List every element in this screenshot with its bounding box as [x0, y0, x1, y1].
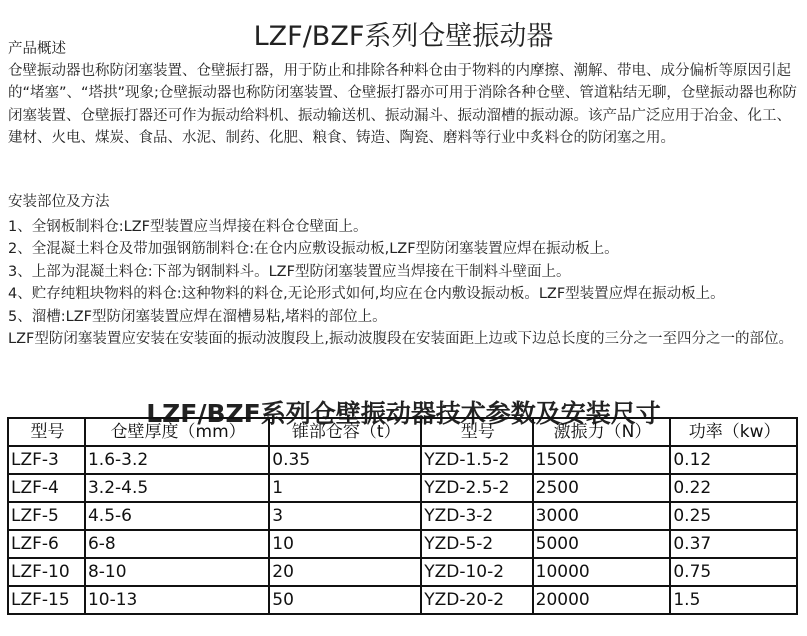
table-row — [8, 558, 797, 586]
page-title: LZF/BZF系列仓壁振动器 — [253, 21, 554, 53]
table-cell: 5000 — [533, 530, 671, 558]
table-cell: LZF-5 — [8, 502, 85, 530]
table-cell: 10 — [269, 530, 421, 558]
table-cell: 50 — [269, 586, 421, 614]
table-cell: YZD-10-2 — [421, 558, 532, 586]
table-cell: LZF-4 — [8, 474, 85, 502]
table-cell: 10000 — [533, 558, 671, 586]
table-cell: 0.12 — [670, 446, 797, 474]
table-cell: 8-10 — [85, 558, 269, 586]
table-cell: 0.35 — [269, 446, 421, 474]
overview-text: 仓壁振动器也称防闭塞装置、仓壁振打器，用于防止和排除各种料仓由于物料的内摩擦、潮解、带电、成分偏析等原因引起的“堵塞”、“塔拱”现象;仓壁振动器也称防闭塞装置、仓壁振打器亦可用于消除各种仓壁、管道粘结无聊，仓壁振动器也称防闭塞装置、仓壁振打器还可作为振动给料机、振动输送机、振动漏斗、振动溜槽的振动源。该产品广泛应用于冶金、化工、建材、火电、煤炭、食品、水泥、制药、化肥、粮食、铸造、陶瓷、磨料等行业中炙料仓的防闭塞之用。 — [8, 63, 797, 147]
table-cell: 3000 — [533, 502, 671, 530]
table-row — [8, 530, 797, 558]
table-header-row — [8, 418, 797, 446]
table-cell: 2500 — [533, 474, 671, 502]
table-cell: YZD-1.5-2 — [421, 446, 532, 474]
table-cell: 3 — [269, 502, 421, 530]
table-cell: LZF-6 — [8, 530, 85, 558]
table-row — [8, 474, 797, 502]
table-cell: 1 — [269, 474, 421, 502]
table-cell: 1.5 — [670, 586, 797, 614]
header-cell: 型号 — [421, 418, 532, 446]
header-cell: 激振力（N） — [533, 418, 671, 446]
install-item: 5、溜槽:LZF型防闭塞装置应焊在溜槽易粘,堵料的部位上。 — [8, 308, 387, 325]
header-cell: 锥部仓容（t） — [269, 418, 421, 446]
table-cell: YZD-5-2 — [421, 530, 532, 558]
table-row — [8, 502, 797, 530]
install-list — [8, 216, 804, 328]
header-cell: 仓壁厚度（mm） — [85, 418, 269, 446]
install-item: 1、全钢板制料仓:LZF型装置应当焊接在料仓仓壁面上。 — [8, 219, 368, 235]
spec-table — [7, 417, 798, 615]
table-cell: 0.75 — [670, 558, 797, 586]
table-cell: 1500 — [533, 446, 671, 474]
install-item: 4、贮存纯粗块物料的料仓:这种物料的料仓,无论形式如何,均应在仓内敷设振动板。LZF型装置应焊在振动板上。 — [8, 286, 725, 303]
table-cell: 1.6-3.2 — [85, 446, 269, 474]
table-cell: LZF-10 — [8, 558, 85, 586]
spec-title: LZF/BZF系列仓壁振动器技术参数及安装尺寸 — [146, 398, 661, 428]
table-cell: YZD-20-2 — [421, 586, 532, 614]
table-cell: 10-13 — [85, 586, 269, 614]
install-note: LZF型防闭塞装置应安装在安装面的振动波腹段上,振动波腹段在安装面距上边或下边总长度的三分之一至四分之一的部位。 — [8, 331, 793, 347]
table-cell: YZD-2.5-2 — [421, 474, 532, 502]
table-cell: 20000 — [533, 586, 671, 614]
table-cell: 3.2-4.5 — [85, 474, 269, 502]
overview-heading: 产品概述 — [8, 41, 66, 57]
table-cell: 0.25 — [670, 502, 797, 530]
table-cell: LZF-3 — [8, 446, 85, 474]
install-item: 2、全混凝土料仓及带加强钢筋制料仓:在仓内应敷设振动板,LZF型防闭塞装置应焊在振动板上。 — [8, 241, 619, 258]
table-cell: 6-8 — [85, 530, 269, 558]
header-cell: 功率（kw） — [670, 418, 797, 446]
table-row — [8, 446, 797, 474]
table-cell: LZF-15 — [8, 586, 85, 614]
table-row — [8, 586, 797, 614]
table-cell: YZD-3-2 — [421, 502, 532, 530]
table-cell: 0.37 — [670, 530, 797, 558]
install-heading: 安装部位及方法 — [8, 194, 110, 210]
install-item: 3、上部为混凝土料仓:下部为钢制料斗。LZF型防闭塞装置应当焊接在干制料斗壁面上。 — [8, 263, 571, 280]
table-cell: 20 — [269, 558, 421, 586]
header-cell: 型号 — [8, 418, 85, 446]
table-cell: 0.22 — [670, 474, 797, 502]
table-cell: 4.5-6 — [85, 502, 269, 530]
